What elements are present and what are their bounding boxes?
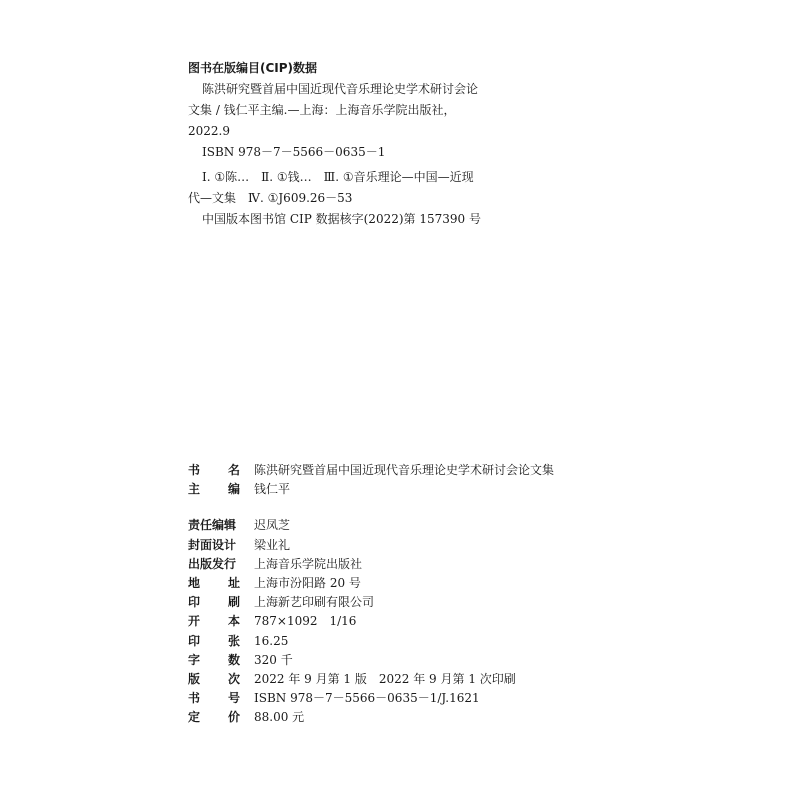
info-value: 16.25 — [254, 633, 289, 648]
cip-line-isbn: ISBN 978－7－5566－0635－1 — [202, 145, 386, 159]
cip-title: 图书在版编目(CIP)数据 — [188, 61, 318, 75]
info-label: 主 编 — [188, 482, 240, 497]
info-label: 地 址 — [188, 575, 240, 590]
info-row-responsible-editor — [188, 516, 554, 535]
info-label: 责任编辑 — [188, 518, 237, 533]
info-value: 上海市汾阳路 20 号 — [254, 575, 361, 590]
info-value: ISBN 978－7－5566－0635－1/J.1621 — [254, 691, 480, 706]
cip-line-subject-1: Ⅰ. ①陈… Ⅱ. ①钱… Ⅲ. ①音乐理论—中国—近现 — [202, 170, 474, 184]
info-label: 出版发行 — [188, 556, 237, 571]
info-value: 迟凤芝 — [254, 518, 291, 533]
info-label: 封面设计 — [188, 537, 237, 552]
info-row-sheets — [188, 632, 554, 651]
info-row-address — [188, 574, 554, 593]
info-row-cover-design — [188, 536, 554, 555]
info-row-editor — [188, 480, 554, 499]
info-label: 版 次 — [188, 671, 240, 686]
info-label: 印 刷 — [188, 595, 240, 610]
info-label: 字 数 — [188, 652, 240, 667]
info-value: 上海新艺印刷有限公司 — [254, 595, 375, 610]
info-value: 陈洪研究暨首届中国近现代音乐理论史学术研讨会论文集 — [254, 463, 555, 477]
info-label: 定 价 — [188, 710, 240, 725]
info-value: 上海音乐学院出版社 — [254, 556, 363, 571]
info-label: 印 张 — [188, 633, 240, 648]
info-row-word-count — [188, 651, 554, 670]
info-label: 书 号 — [188, 691, 240, 706]
cip-line-subject-2: 代—文集 Ⅳ. ①J609.26－53 — [188, 191, 353, 205]
info-row-edition — [188, 670, 554, 689]
info-value: 320 千 — [254, 652, 293, 667]
info-value: 787×1092 1/16 — [254, 614, 357, 629]
info-label: 书 名 — [188, 463, 240, 477]
copyright-info-table — [188, 461, 554, 727]
info-row-printer — [188, 593, 554, 612]
info-row-publisher — [188, 555, 554, 574]
cip-line-record: 中国版本图书馆 CIP 数据核字(2022)第 157390 号 — [202, 212, 481, 226]
info-value: 2022 年 9 月第 1 版 2022 年 9 月第 1 次印刷 — [254, 671, 516, 686]
info-row-isbn — [188, 689, 554, 708]
cip-block — [188, 58, 518, 230]
info-row-book-title — [188, 461, 554, 480]
info-value: 梁业礼 — [254, 537, 291, 552]
info-row-format — [188, 612, 554, 631]
info-label: 开 本 — [188, 614, 240, 629]
info-row-price — [188, 708, 554, 727]
info-value: 88.00 元 — [254, 710, 305, 725]
info-value: 钱仁平 — [254, 482, 291, 497]
cip-line-title-1: 陈洪研究暨首届中国近现代音乐理论史学术研讨会论 — [202, 82, 479, 96]
cip-line-date: 2022.9 — [188, 124, 230, 138]
cip-line-title-2: 文集 / 钱仁平主编.—上海：上海音乐学院出版社， — [188, 103, 456, 117]
